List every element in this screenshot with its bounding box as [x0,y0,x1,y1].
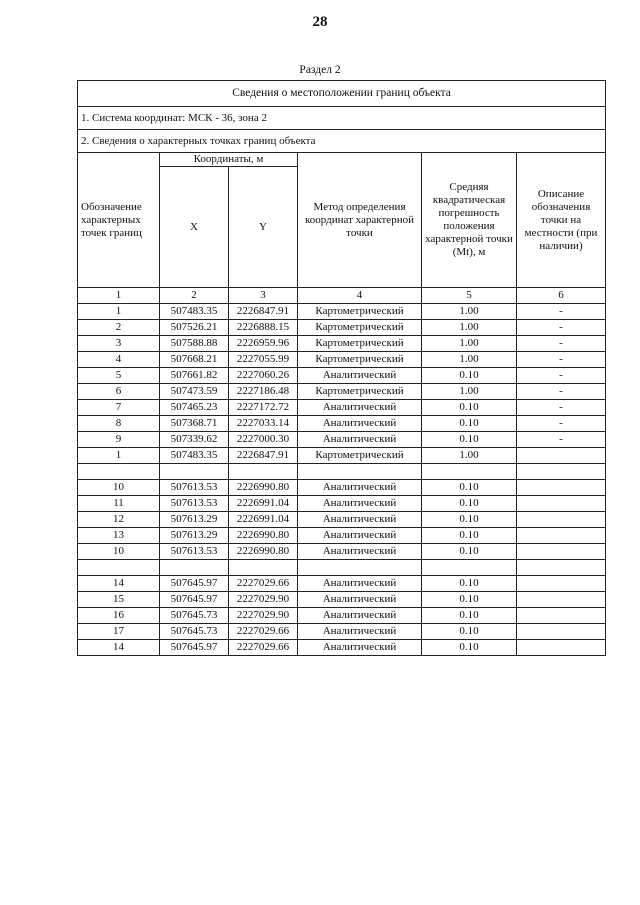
description-cell: - [517,336,606,352]
description-cell [517,624,606,640]
point-id-cell: 3 [78,336,160,352]
error-cell: 0.10 [422,528,517,544]
description-cell [517,464,606,480]
table-row [78,640,606,656]
description-cell [517,480,606,496]
error-cell: 0.10 [422,592,517,608]
column-number: 1 [78,288,160,304]
point-id-cell: 8 [78,416,160,432]
description-cell: - [517,304,606,320]
y-coordinate-cell: 2227172.72 [229,400,298,416]
x-coordinate-cell: 507645.73 [160,624,229,640]
method-cell: Аналитический [298,640,422,656]
column-number: 3 [229,288,298,304]
table-row [78,480,606,496]
point-id-cell [78,560,160,576]
x-coordinate-cell: 507645.97 [160,576,229,592]
point-id-cell: 1 [78,448,160,464]
column-number: 5 [422,288,517,304]
method-cell: Аналитический [298,432,422,448]
table-row [78,304,606,320]
description-cell [517,496,606,512]
y-coordinate-cell: 2226990.80 [229,528,298,544]
error-cell: 0.10 [422,432,517,448]
section-label: Раздел 2 [299,64,341,76]
description-cell: - [517,384,606,400]
table-row [78,544,606,560]
boundary-points-table [77,80,606,656]
description-cell [517,592,606,608]
method-cell: Аналитический [298,368,422,384]
method-cell: Аналитический [298,416,422,432]
description-cell [517,512,606,528]
error-cell: 0.10 [422,368,517,384]
error-cell: 1.00 [422,320,517,336]
blank-separator-row [78,560,606,576]
table-row [78,432,606,448]
x-coordinate-cell: 507645.97 [160,592,229,608]
header-designation: Обозначение характерных точек границ [78,153,160,288]
table-row [78,512,606,528]
x-coordinate-cell: 507613.29 [160,512,229,528]
table-row [78,368,606,384]
error-cell: 0.10 [422,416,517,432]
header-x: X [160,167,229,288]
method-cell: Картометрический [298,304,422,320]
header-description: Описание обозначения точки на местности (при наличии) [517,153,606,288]
method-cell: Аналитический [298,512,422,528]
column-number: 4 [298,288,422,304]
table-row [78,416,606,432]
point-id-cell: 2 [78,320,160,336]
point-id-cell: 5 [78,368,160,384]
table-title: Сведения о местоположении границ объекта [78,81,606,107]
method-cell: Аналитический [298,592,422,608]
error-cell [422,464,517,480]
y-coordinate-cell: 2227060.26 [229,368,298,384]
method-cell: Аналитический [298,400,422,416]
y-coordinate-cell: 2226959.96 [229,336,298,352]
x-coordinate-cell: 507483.35 [160,304,229,320]
point-id-cell: 16 [78,608,160,624]
header-error: Средняя квадратическая погрешность положения характерной точки (Mt), м [422,153,517,288]
point-id-cell: 10 [78,544,160,560]
x-coordinate-cell [160,464,229,480]
description-cell [517,528,606,544]
point-id-cell: 10 [78,480,160,496]
description-cell: - [517,368,606,384]
error-cell [422,560,517,576]
description-cell [517,576,606,592]
point-id-cell: 1 [78,304,160,320]
y-coordinate-cell: 2226888.15 [229,320,298,336]
y-coordinate-cell: 2227186.48 [229,384,298,400]
point-id-cell: 11 [78,496,160,512]
point-id-cell: 14 [78,640,160,656]
column-number-row [78,288,606,304]
y-coordinate-cell: 2227029.90 [229,592,298,608]
header-y: Y [229,167,298,288]
x-coordinate-cell: 507613.53 [160,544,229,560]
error-cell: 1.00 [422,448,517,464]
table-row [78,624,606,640]
column-number: 6 [517,288,606,304]
point-id-cell: 6 [78,384,160,400]
x-coordinate-cell: 507473.59 [160,384,229,400]
y-coordinate-cell: 2227029.66 [229,576,298,592]
description-cell [517,448,606,464]
method-cell: Картометрический [298,384,422,400]
method-cell: Аналитический [298,576,422,592]
point-id-cell [78,464,160,480]
method-cell [298,464,422,480]
table-row [78,352,606,368]
x-coordinate-cell: 507613.29 [160,528,229,544]
x-coordinate-cell: 507645.97 [160,640,229,656]
points-heading: 2. Сведения о характерных точках границ объекта [78,130,606,153]
table-row [78,448,606,464]
y-coordinate-cell: 2227033.14 [229,416,298,432]
x-coordinate-cell [160,560,229,576]
error-cell: 0.10 [422,544,517,560]
description-cell [517,640,606,656]
column-number: 2 [160,288,229,304]
error-cell: 1.00 [422,336,517,352]
y-coordinate-cell: 2226990.80 [229,544,298,560]
error-cell: 1.00 [422,352,517,368]
method-cell: Аналитический [298,544,422,560]
error-cell: 1.00 [422,384,517,400]
header-method: Метод определения координат характерной точки [298,153,422,288]
method-cell: Аналитический [298,496,422,512]
x-coordinate-cell: 507368.71 [160,416,229,432]
point-id-cell: 13 [78,528,160,544]
x-coordinate-cell: 507588.88 [160,336,229,352]
y-coordinate-cell [229,464,298,480]
error-cell: 0.10 [422,400,517,416]
point-id-cell: 9 [78,432,160,448]
description-cell: - [517,416,606,432]
table-row [78,592,606,608]
method-cell: Картометрический [298,448,422,464]
x-coordinate-cell: 507613.53 [160,496,229,512]
x-coordinate-cell: 507483.35 [160,448,229,464]
y-coordinate-cell: 2227029.66 [229,640,298,656]
table-row [78,496,606,512]
description-cell: - [517,432,606,448]
description-cell [517,608,606,624]
point-id-cell: 12 [78,512,160,528]
point-id-cell: 15 [78,592,160,608]
error-cell: 0.10 [422,512,517,528]
x-coordinate-cell: 507526.21 [160,320,229,336]
point-id-cell: 17 [78,624,160,640]
description-cell [517,544,606,560]
point-id-cell: 14 [78,576,160,592]
method-cell: Аналитический [298,480,422,496]
coordinate-system: 1. Система координат: МСК - 36, зона 2 [78,107,606,130]
y-coordinate-cell: 2227029.66 [229,624,298,640]
y-coordinate-cell: 2226991.04 [229,496,298,512]
description-cell: - [517,320,606,336]
y-coordinate-cell: 2226990.80 [229,480,298,496]
description-cell [517,560,606,576]
x-coordinate-cell: 507645.73 [160,608,229,624]
error-cell: 0.10 [422,624,517,640]
description-cell: - [517,400,606,416]
method-cell: Картометрический [298,352,422,368]
table-row [78,384,606,400]
y-coordinate-cell: 2226847.91 [229,448,298,464]
x-coordinate-cell: 507661.82 [160,368,229,384]
x-coordinate-cell: 507613.53 [160,480,229,496]
header-coordinates: Координаты, м [160,153,298,167]
error-cell: 1.00 [422,304,517,320]
table-row [78,336,606,352]
error-cell: 0.10 [422,480,517,496]
y-coordinate-cell: 2227000.30 [229,432,298,448]
method-cell: Аналитический [298,608,422,624]
x-coordinate-cell: 507465.23 [160,400,229,416]
method-cell: Аналитический [298,528,422,544]
y-coordinate-cell: 2226847.91 [229,304,298,320]
point-id-cell: 7 [78,400,160,416]
error-cell: 0.10 [422,608,517,624]
method-cell: Картометрический [298,336,422,352]
x-coordinate-cell: 507339.62 [160,432,229,448]
table-row [78,608,606,624]
table-row [78,576,606,592]
error-cell: 0.10 [422,576,517,592]
point-id-cell: 4 [78,352,160,368]
table-row [78,400,606,416]
method-cell: Аналитический [298,624,422,640]
y-coordinate-cell: 2227055.99 [229,352,298,368]
y-coordinate-cell: 2226991.04 [229,512,298,528]
method-cell: Картометрический [298,320,422,336]
page-number: 28 [312,14,328,30]
table-row [78,528,606,544]
table-row [78,320,606,336]
method-cell [298,560,422,576]
blank-separator-row [78,464,606,480]
y-coordinate-cell [229,560,298,576]
x-coordinate-cell: 507668.21 [160,352,229,368]
description-cell: - [517,352,606,368]
error-cell: 0.10 [422,640,517,656]
error-cell: 0.10 [422,496,517,512]
y-coordinate-cell: 2227029.90 [229,608,298,624]
